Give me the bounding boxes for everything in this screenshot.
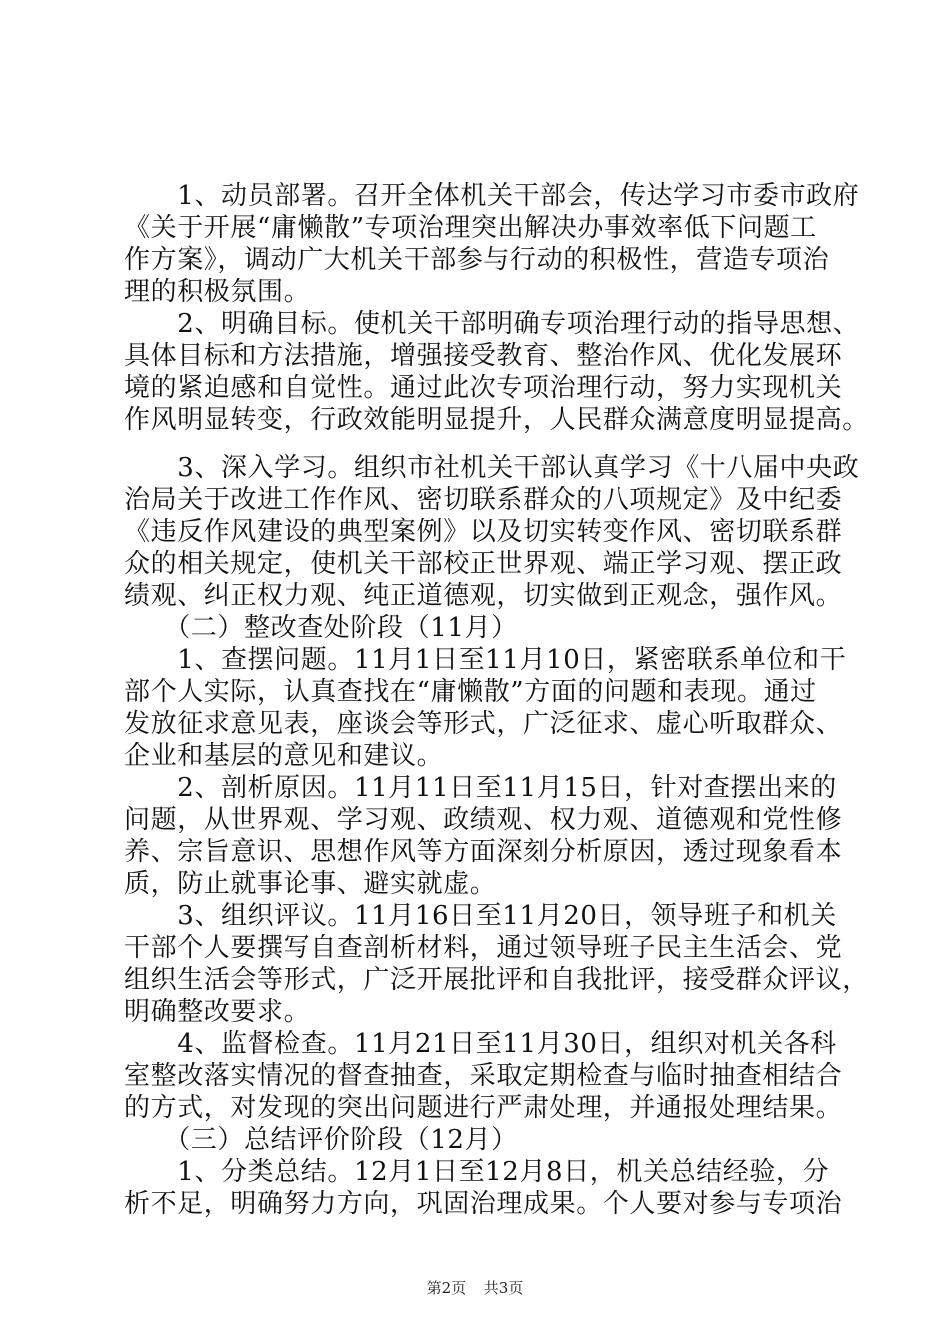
- text-line: 2、剖析原因。11月11日至11月15日，针对查摆出来的: [124, 773, 837, 803]
- text-line: 的方式，对发现的突出问题进行严肃处理，并通报处理结果。: [124, 1093, 843, 1123]
- text-line: 室整改落实情况的督查抽查，采取定期检查与临时抽查相结合: [124, 1061, 843, 1091]
- text-line: 干部个人要撰写自查剖析材料，通过领导班子民主生活会、党: [124, 933, 843, 963]
- text-line: （三）总结评价阶段（12月）: [124, 1125, 518, 1155]
- text-line: 《关于开展“庸懒散”专项治理突出解决办事效率低下问题工: [124, 213, 817, 243]
- text-line: 组织生活会等形式，广泛开展批评和自我批评，接受群众评议，: [124, 965, 869, 995]
- text-line: 2、明确目标。使机关干部明确专项治理行动的指导思想、: [124, 309, 860, 339]
- text-line: 1、动员部署。召开全体机关干部会，传达学习市委市政府: [124, 181, 860, 211]
- text-line: 作方案》，调动广大机关干部参与行动的积极性，营造专项治: [124, 245, 830, 275]
- text-line: （二）整改查处阶段（11月）: [124, 613, 518, 643]
- text-line: 4、监督检查。11月21日至11月30日，组织对机关各科: [124, 1029, 837, 1059]
- page-number: 第2页: [426, 1279, 467, 1297]
- text-line: 析不足，明确努力方向，巩固治理成果。个人要对参与专项治: [124, 1189, 843, 1219]
- text-line: 治局关于改进工作作风、密切联系群众的八项规定》及中纪委: [124, 485, 843, 515]
- text-line: 1、分类总结。12月1日至12月8日，机关总结经验，分: [124, 1157, 830, 1187]
- text-line: 众的相关规定，使机关干部校正世界观、端正学习观、摆正政: [124, 549, 843, 579]
- text-line: 理的积极氛围。: [124, 277, 311, 307]
- text-line: 养、宗旨意识、思想作风等方面深刻分析原因，透过现象看本: [124, 837, 843, 867]
- text-line: 3、组织评议。11月16日至11月20日，领导班子和机关: [124, 901, 837, 931]
- text-line: 具体目标和方法措施，增强接受教育、整治作风、优化发展环: [124, 341, 843, 371]
- text-line: 境的紧迫感和自觉性。通过此次专项治理行动，努力实现机关: [124, 373, 843, 403]
- text-line: 绩观、纠正权力观、纯正道德观，切实做到正观念，强作风。: [124, 581, 843, 611]
- page-total: 共3页: [483, 1279, 524, 1297]
- text-line: 3、深入学习。组织市社机关干部认真学习《十八届中央政: [124, 453, 860, 483]
- text-line: 1、查摆问题。11月1日至11月10日，紧密联系单位和干: [124, 645, 847, 675]
- text-line: 发放征求意见表，座谈会等形式，广泛征求、虚心听取群众、: [124, 709, 843, 739]
- text-line: 企业和基层的意见和建议。: [124, 741, 444, 771]
- text-line: 作风明显转变，行政效能明显提升，人民群众满意度明显提高。: [124, 405, 869, 435]
- text-line: 《违反作风建设的典型案例》以及切实转变作风、密切联系群: [124, 517, 843, 547]
- text-line: 问题，从世界观、学习观、政绩观、权力观、道德观和党性修: [124, 805, 843, 835]
- text-line: 质，防止就事论事、避实就虚。: [124, 869, 497, 899]
- text-line: 部个人实际，认真查找在“庸懒散”方面的问题和表现。通过: [124, 677, 817, 707]
- text-line: 明确整改要求。: [124, 997, 311, 1027]
- page-footer: [0, 1278, 950, 1298]
